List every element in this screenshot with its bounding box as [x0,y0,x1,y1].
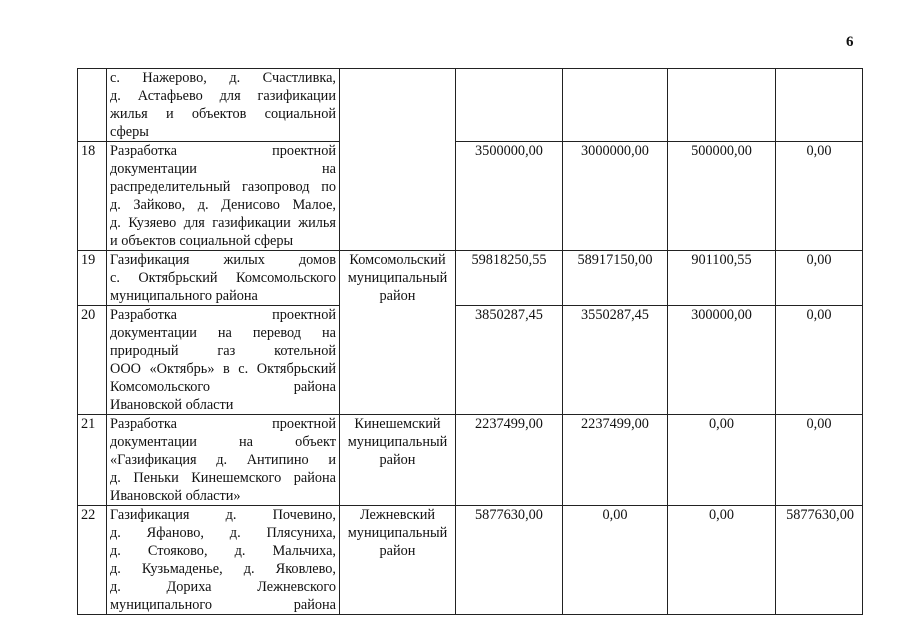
description-line: д. Астафьево для газификации [110,88,336,104]
amount-regional: 58917150,00 [563,251,668,306]
row-description [107,251,340,306]
district-line: Комсомольский [349,252,446,268]
description-line: документации на [110,161,336,177]
district-line: район [379,452,416,468]
description-line: «Газификация д. Антипино и [110,452,336,468]
description-line: с. Октябрьский Комсомольского [110,270,336,286]
amount-total: 5877630,00 [456,506,563,615]
district-cell [340,69,456,251]
amount-local: 0,00 [668,415,776,506]
description-line: распределительный газопровод по [110,179,336,195]
description-line: жилья и объектов социальной [110,106,336,122]
description-line: и объектов социальной сферы [110,233,294,249]
description-line: муниципального района [110,597,336,613]
table-row [78,506,863,615]
amount-extra: 0,00 [776,306,863,415]
amount-local [668,69,776,142]
row-number: 22 [78,506,107,615]
district-cell [340,506,456,615]
description-line: д. Кузьмаденье, д. Яковлево, [110,561,336,577]
row-number: 18 [78,142,107,251]
amount-local: 901100,55 [668,251,776,306]
row-number: 20 [78,306,107,415]
amount-local: 0,00 [668,506,776,615]
amount-total: 2237499,00 [456,415,563,506]
funding-table [77,68,863,615]
amount-total: 3850287,45 [456,306,563,415]
amount-regional: 2237499,00 [563,415,668,506]
table-row [78,69,863,142]
amount-extra: 5877630,00 [776,506,863,615]
district-line: Лежневский [359,507,436,523]
amount-total [456,69,563,142]
description-line: с. Нажерово, д. Счастливка, [110,70,336,86]
row-number [78,69,107,142]
district-cell [340,251,456,415]
district-line: район [379,543,416,559]
description-line: Ивановской области [110,397,234,413]
row-description [107,142,340,251]
amount-regional: 3000000,00 [563,142,668,251]
description-line: д. Пеньки Кинешемского района [110,470,336,486]
description-line: д. Зайково, д. Денисово Малое, [110,197,336,213]
amount-extra: 0,00 [776,251,863,306]
table-row [78,251,863,306]
description-line: Газификация жилых домов [110,252,336,268]
amount-total: 59818250,55 [456,251,563,306]
amount-local: 500000,00 [668,142,776,251]
description-line: муниципального района [110,288,258,304]
district-line: муниципальный [347,270,448,286]
description-line: Разработка проектной [110,307,336,323]
table-row [78,415,863,506]
description-line: природный газ котельной [110,343,336,359]
district-line: район [379,288,416,304]
table-row [78,142,863,251]
row-description [107,306,340,415]
amount-regional: 0,00 [563,506,668,615]
description-line: ООО «Октябрь» в с. Октябрьский [110,361,336,377]
amount-local: 300000,00 [668,306,776,415]
page-number: 6 [846,34,854,50]
table-row [78,306,863,415]
description-line: Комсомольского района [110,379,336,395]
description-line: д. Дориха Лежневского [110,579,336,595]
amount-regional [563,69,668,142]
row-number: 19 [78,251,107,306]
description-line: д. Яфаново, д. Плясуниха, [110,525,336,541]
row-number: 21 [78,415,107,506]
description-line: документации на перевод на [110,325,336,341]
description-line: Разработка проектной [110,143,336,159]
district-line: муниципальный [347,434,448,450]
description-line: Разработка проектной [110,416,336,432]
amount-total: 3500000,00 [456,142,563,251]
description-line: Ивановской области» [110,488,241,504]
amount-extra: 0,00 [776,415,863,506]
district-line: Кинешемский [354,416,441,432]
description-line: д. Кузяево для газификации жилья [110,215,336,231]
description-line: д. Стояково, д. Мальчиха, [110,543,336,559]
district-line: муниципальный [347,525,448,541]
description-line: сферы [110,124,149,140]
amount-regional: 3550287,45 [563,306,668,415]
amount-extra [776,69,863,142]
amount-extra: 0,00 [776,142,863,251]
row-description [107,415,340,506]
description-line: Газификация д. Почевино, [110,507,336,523]
district-cell [340,415,456,506]
description-line: документации на объект [110,434,336,450]
row-description [107,69,340,142]
row-description [107,506,340,615]
